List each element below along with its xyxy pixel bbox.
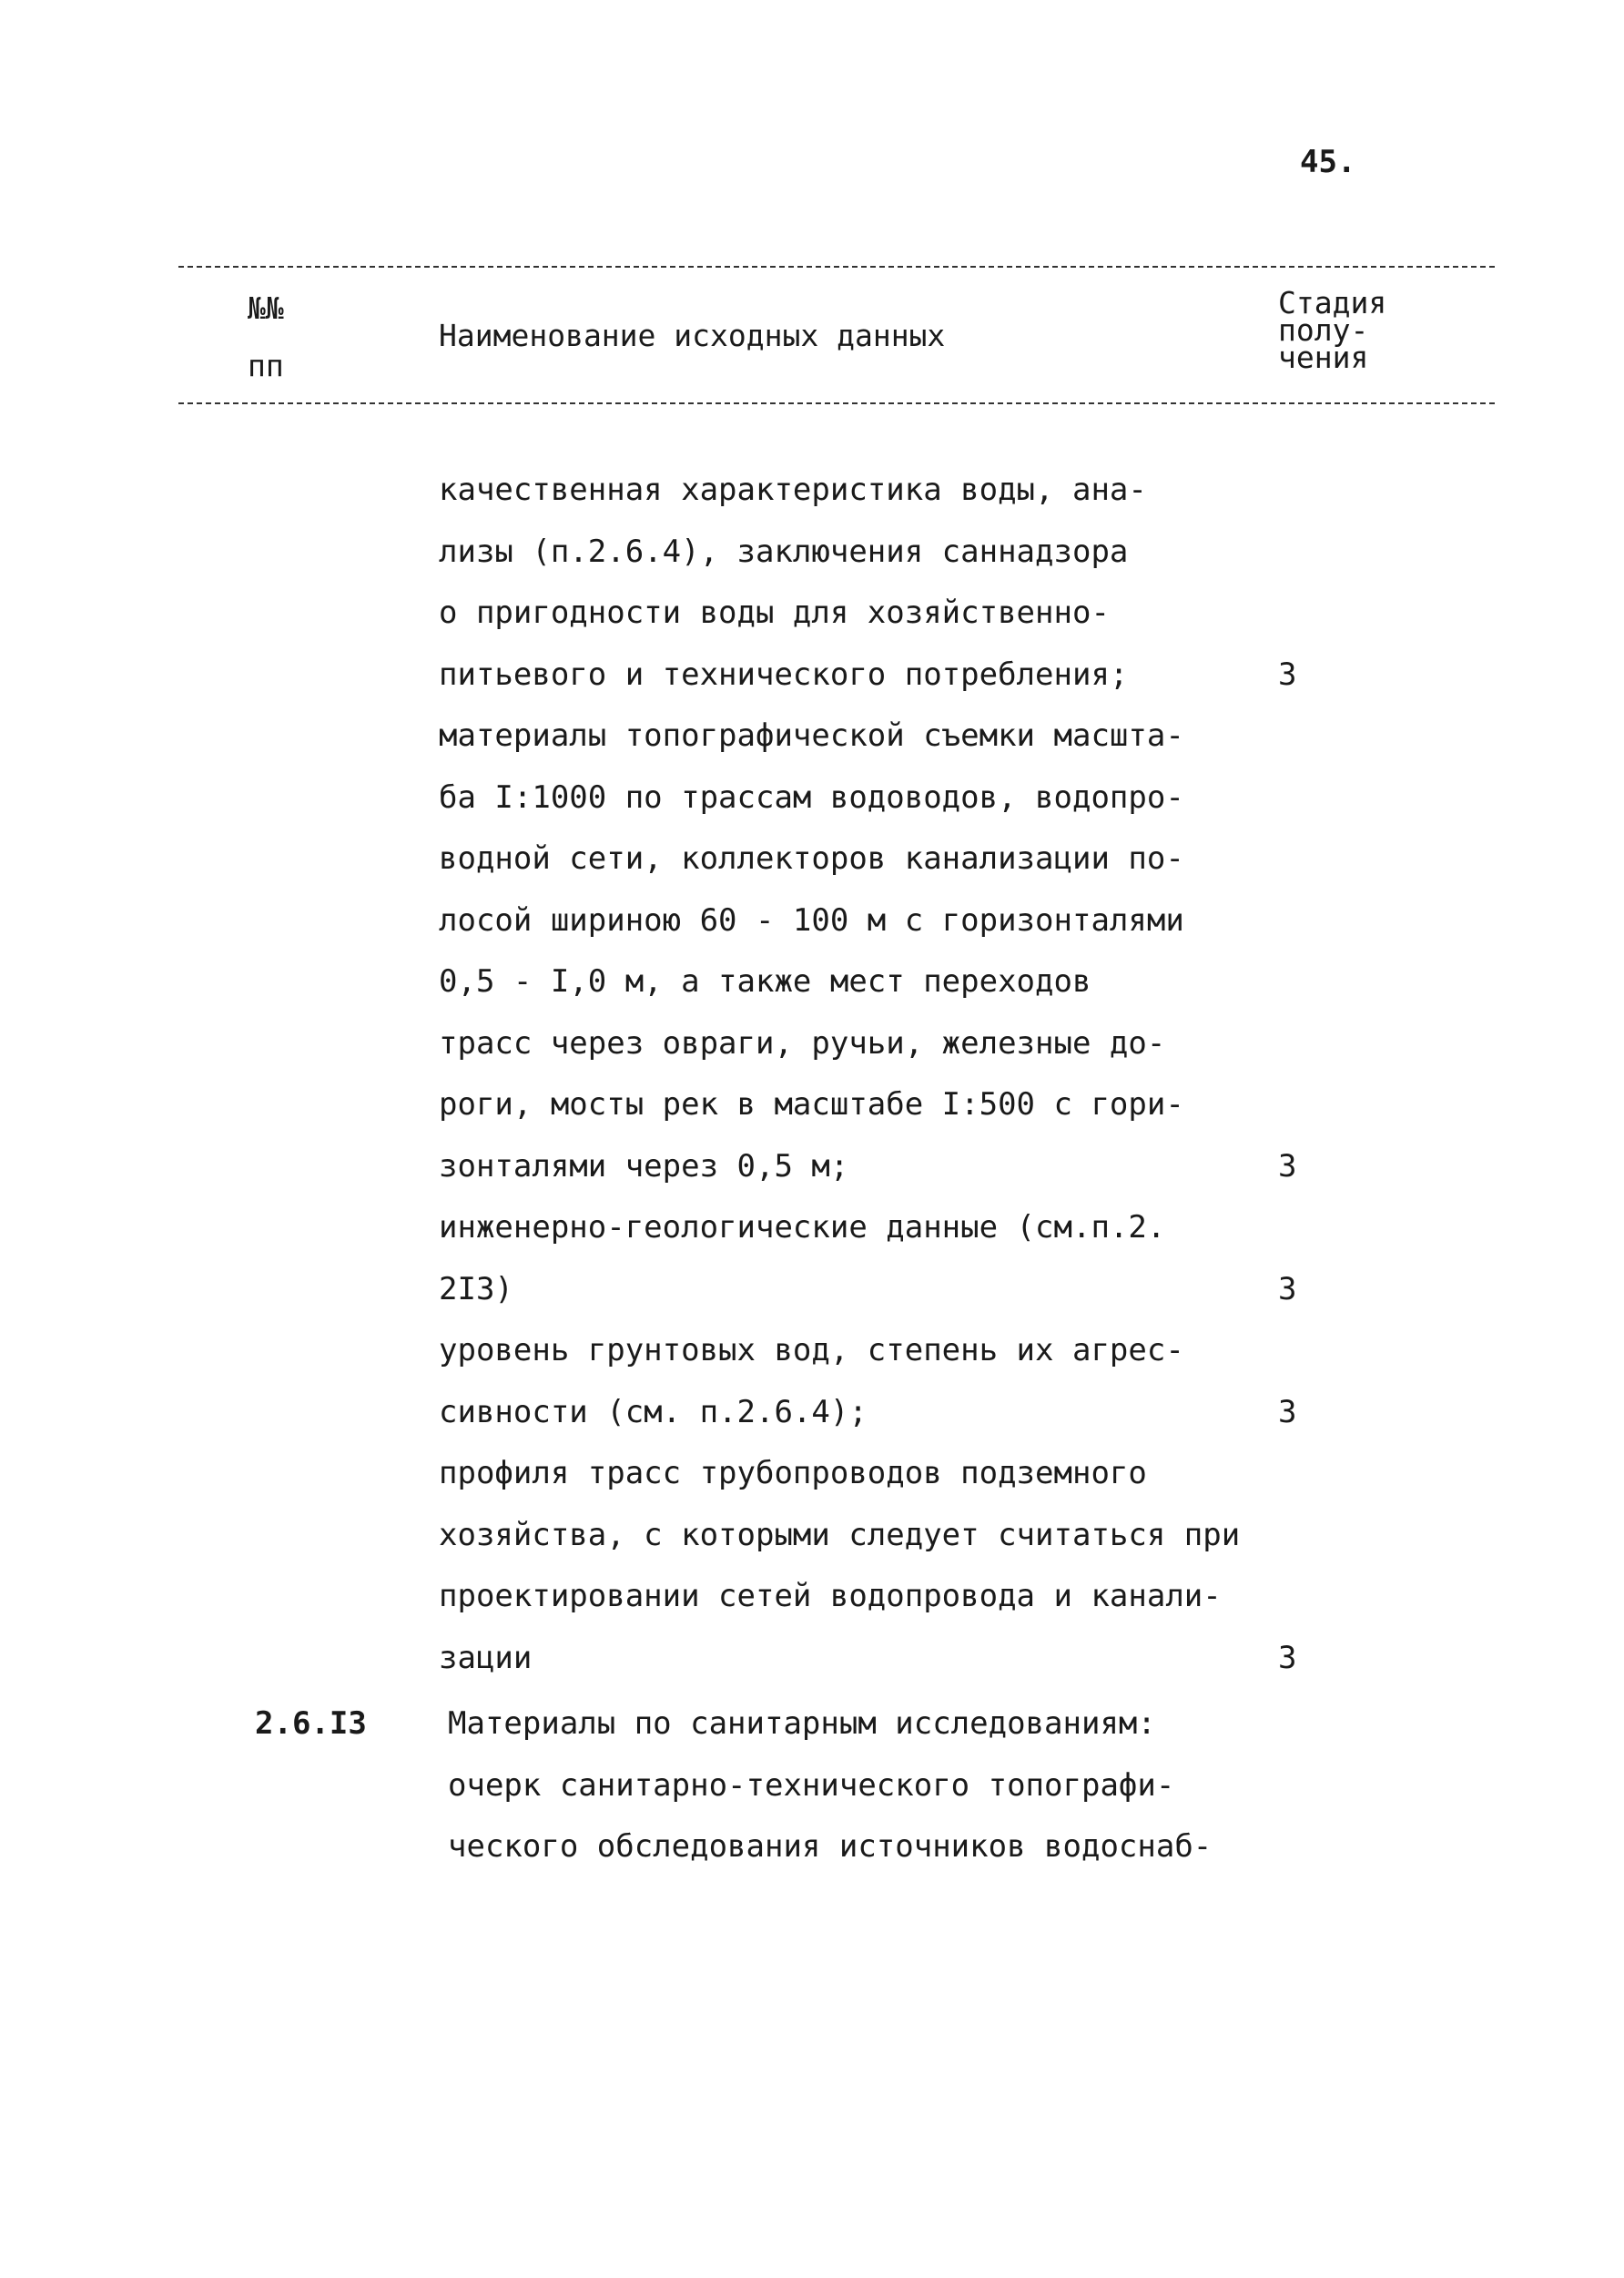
text-line: Материалы по санитарным исследованиям: (448, 1705, 1156, 1742)
text-line: зации (439, 1639, 533, 1676)
stage-cell (1278, 951, 1333, 1013)
text-line: профиля трасс трубопроводов подземного (439, 1455, 1147, 1491)
stage-cell (1278, 1013, 1333, 1075)
text-line: роги, мосты рек в масштабе I:500 с гори- (439, 1086, 1184, 1123)
stage-cell: 3 (1278, 1639, 1297, 1676)
stage-cell (1278, 1074, 1333, 1136)
text-line: о пригодности воды для хозяйственно- (439, 595, 1110, 631)
text-line: проектировании сетей водопровода и канали- (439, 1578, 1222, 1614)
text-line: инженерно-геологические данные (см.п.2. (439, 1209, 1166, 1246)
stage-cell (1278, 1505, 1333, 1567)
stage-cell (1278, 460, 1333, 522)
header-stage-line3: чения (1278, 340, 1369, 375)
text-line: водной сети, коллекторов канализации по- (439, 840, 1184, 877)
text-line: ба I:1000 по трассам водоводов, водопро- (439, 778, 1184, 816)
text-line: качественная характеристика воды, ана- (439, 472, 1147, 508)
header-number-line1: №№ (248, 290, 284, 326)
stage-cell: 3 (1278, 656, 1297, 693)
header-name-column: Наименование исходных данных (439, 318, 946, 353)
block1-text (439, 460, 1240, 1689)
stage-cell (1278, 1197, 1333, 1259)
stage-cell (1278, 829, 1333, 890)
text-line: трасс через овраги, ручьи, железные до- (439, 1024, 1166, 1062)
stage-cell (1278, 1566, 1333, 1628)
stage-cell (1278, 1443, 1333, 1505)
header-stage-column (1278, 285, 1387, 375)
table-header-top-rule (178, 266, 1495, 268)
item-number: 2.6.I3 (255, 1705, 367, 1742)
text-line: сивности (см. п.2.6.4); (439, 1393, 868, 1430)
stage-cell (1278, 522, 1333, 584)
text-line: материалы топографической съемки масшта- (439, 717, 1184, 754)
text-line: питьевого и технического потребления; (439, 656, 1129, 693)
header-number-line2: пп (248, 348, 284, 383)
stage-cell (1278, 706, 1333, 768)
table-header-bottom-rule (178, 402, 1495, 404)
stage-cell: 3 (1278, 1147, 1297, 1185)
text-line: 0,5 - I,0 м, а также мест переходов (439, 963, 1091, 1000)
text-line: 2I3) (439, 1270, 513, 1307)
stage-cell (1278, 1320, 1333, 1382)
text-line: очерк санитарно-технического топографи- (448, 1766, 1175, 1804)
header-stage-line2: полу- (1278, 312, 1369, 348)
page-number: 45. (1300, 144, 1356, 180)
stage-cell (1278, 583, 1333, 645)
stage-column (1278, 460, 1333, 1689)
header-stage-line1: Стадия (1278, 285, 1387, 320)
stage-cell (1278, 890, 1333, 952)
text-line: лизы (п.2.6.4), заключения саннадзора (439, 533, 1129, 570)
text-line: уровень грунтовых вод, степень их агрес- (439, 1332, 1184, 1368)
text-line: зонталями через 0,5 м; (439, 1147, 849, 1185)
stage-cell: 3 (1278, 1270, 1297, 1307)
header-number-column (248, 290, 284, 408)
text-line: хозяйства, с которыми следует считаться при (439, 1516, 1241, 1553)
stage-cell: 3 (1278, 1393, 1297, 1430)
stage-cell (1278, 768, 1333, 829)
item-2-6-13-text (448, 1693, 1212, 1878)
text-line: лосой шириною 60 - 100 м с горизонталями (439, 901, 1184, 939)
text-line: ческого обследования источников водоснаб- (448, 1828, 1213, 1865)
